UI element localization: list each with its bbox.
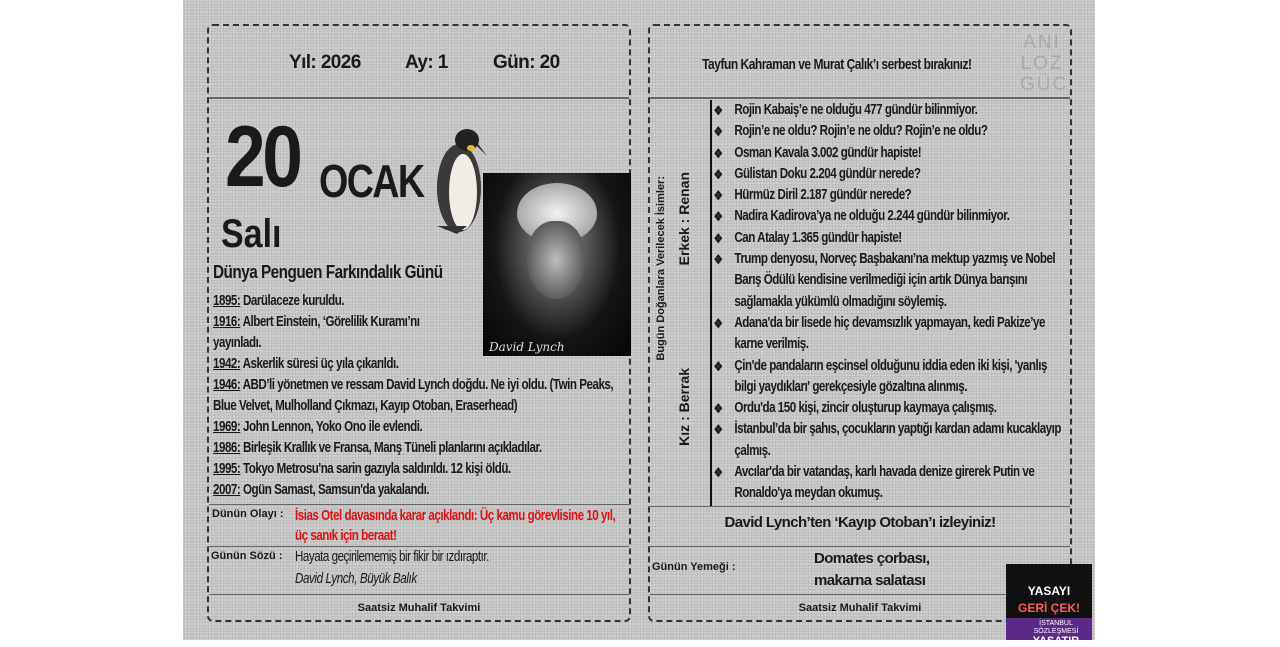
anilozguc-logo: ANI LOZ GÜC bbox=[1020, 32, 1069, 95]
calendar-sheet bbox=[183, 0, 1095, 640]
food-text: Domates çorbası, makarna salatası bbox=[814, 550, 930, 589]
headline: Tayfun Kahraman ve Murat Çalık’ı serbest bırakınız! bbox=[702, 56, 972, 73]
quote-text: Hayata geçirilememiş bir fikir bir ızdıraptır. bbox=[295, 549, 489, 565]
divider bbox=[650, 97, 1070, 99]
divider bbox=[650, 506, 1070, 507]
photo-caption: David Lynch bbox=[489, 340, 565, 354]
bullet-icon: ❖ bbox=[713, 358, 723, 374]
news-item: ❖ Ordu'da 150 kişi, zincir oluşturup kaymaya çalışmış. bbox=[712, 398, 1070, 419]
event-item: 1895: Darülaceze kuruldu. bbox=[213, 293, 345, 309]
divider bbox=[209, 504, 629, 505]
news-item: ❖ Avcılar'da bir vatandaş, karlı havada denize girerek Putin ve Ronaldo'ya meydan okumuş. bbox=[713, 464, 1035, 502]
footer-title: Saatsiz Muhalif Takvimi bbox=[357, 602, 481, 614]
penguin-icon bbox=[427, 126, 491, 238]
day-label: Gün: 20 bbox=[493, 52, 560, 73]
divider bbox=[650, 546, 1070, 547]
bullet-icon: ❖ bbox=[713, 315, 723, 331]
bullet-icon: ❖ bbox=[713, 252, 723, 268]
news-list bbox=[712, 100, 1070, 505]
day-number: 20 bbox=[225, 109, 300, 205]
special-day-title: Dünya Penguen Farkındalık Günü bbox=[213, 262, 443, 282]
month-name: OCAK bbox=[319, 155, 424, 207]
left-calendar-card bbox=[207, 24, 631, 622]
news-item: ❖ Çin'de pandaların eşcinsel olduğunu iddia eden iki kişi, 'yanlış bilgi yaydıkları' gerekçesiyle gözaltına alınmış. bbox=[713, 357, 1047, 395]
footer-title: Saatsiz Muhalif Takvimi bbox=[798, 602, 922, 614]
event-item: 1995: Tokyo Metrosu'na sarin gazıyla saldırıldı. 12 kişi öldü. bbox=[213, 461, 511, 477]
bullet-icon: ❖ bbox=[713, 465, 723, 481]
month-label: Ay: 1 bbox=[405, 52, 448, 73]
weekday: Salı bbox=[221, 212, 282, 256]
bullet-icon: ❖ bbox=[713, 230, 723, 246]
divider bbox=[209, 546, 629, 547]
event-item: 2007: Ogün Samast, Samsun'da yakalandı. bbox=[213, 482, 430, 498]
event-item: 1969: John Lennon, Yoko Ono ile evlendi. bbox=[213, 419, 423, 435]
bullet-icon: ❖ bbox=[713, 103, 723, 118]
news-item: ❖ Hürmüz Diril 2.187 gündür nerede? bbox=[712, 185, 1070, 206]
bullet-icon: ❖ bbox=[713, 145, 723, 161]
bullet-icon: ❖ bbox=[713, 188, 723, 204]
news-item: ❖ Adana'da bir lisede hiç devamsızlık yapmayan, kedi Pakize’ye karne verilmiş. bbox=[713, 314, 1045, 353]
bullet-icon: ❖ bbox=[713, 166, 723, 182]
food-label: Günün Yemeği : bbox=[652, 561, 736, 573]
news-item: ❖ Trump denyosu, Norveç Başbakanı’na mektup yazmış ve Nobel Barış Ödülü kendisine verilmediği için artık Dünya barışını sağlamakla yükümlü olmadığını söylemiş. bbox=[713, 251, 1056, 310]
bullet-icon: ❖ bbox=[713, 422, 723, 438]
history-events bbox=[213, 291, 627, 501]
right-calendar-card bbox=[648, 24, 1072, 622]
event-of-day-label: Dünün Olayı : bbox=[212, 508, 284, 520]
bullet-icon: ❖ bbox=[713, 209, 723, 225]
news-item: ❖ Nadira Kadirova’ya ne olduğu 2.244 gündür bilinmiyor. bbox=[712, 206, 1070, 227]
event-item: 1986: Birleşik Krallık ve Fransa, Manş Tüneli planlarını açıkladılar. bbox=[213, 440, 542, 456]
news-item: ❖ Can Atalay 1.365 gündür hapiste! bbox=[712, 228, 1070, 249]
quote-author: David Lynch, Büyük Balık bbox=[295, 571, 417, 587]
names-title: Bugün Doğanlara Verilecek İsimler: bbox=[655, 176, 667, 361]
news-item: ❖ Gülistan Doku 2.204 gündür nerede? bbox=[712, 164, 1070, 185]
year-label: Yıl: 2026 bbox=[289, 52, 361, 73]
istanbul-convention-badge: YASAYI GERİ ÇEK! İSTANBUL SÖZLEŞMESİ YAŞATIR bbox=[1006, 564, 1092, 640]
news-item: ❖ Rojin’e ne oldu? Rojin’e ne oldu? Rojin’e ne oldu? bbox=[712, 121, 1070, 142]
divider bbox=[209, 594, 629, 595]
event-item: 1946: ABD’li yönetmen ve ressam David Lynch doğdu. Ne iyi oldu. (Twin Peaks, Blue Velvet, Mulholland Çıkmazı, Kayıp Otoban, Eraserhead) bbox=[213, 377, 614, 414]
recommendation: David Lynch’ten ‘Kayıp Otoban’ı izleyiniz! bbox=[724, 514, 996, 531]
bullet-icon: ❖ bbox=[713, 401, 723, 417]
boy-name: Erkek : Renan bbox=[676, 172, 692, 266]
divider bbox=[209, 97, 629, 99]
bullet-icon: ❖ bbox=[713, 124, 723, 140]
news-item: ❖ İstanbul’da bir şahıs, çocukların yaptığı kardan adamı kucaklayıp çalmış. bbox=[713, 421, 1061, 459]
event-item: 1942: Askerlik süresi üç yıla çıkarıldı. bbox=[213, 356, 399, 372]
event-of-day-text: İsias Otel davasında karar açıklandı: Üç kamu görevlisine 10 yıl, üç sanık için beraat! bbox=[295, 508, 616, 544]
girl-name: Kız : Berrak bbox=[676, 368, 692, 446]
quote-label: Günün Sözü : bbox=[211, 550, 283, 562]
event-item: 1916: Albert Einstein, ‘Görelilik Kuramı’nı yayınladı. bbox=[213, 314, 420, 351]
news-item: ❖ Osman Kavala 3.002 gündür hapiste! bbox=[712, 143, 1070, 164]
news-item: ❖ Rojin Kabaiş’e ne olduğu 477 gündür bilinmiyor. bbox=[712, 100, 1070, 121]
